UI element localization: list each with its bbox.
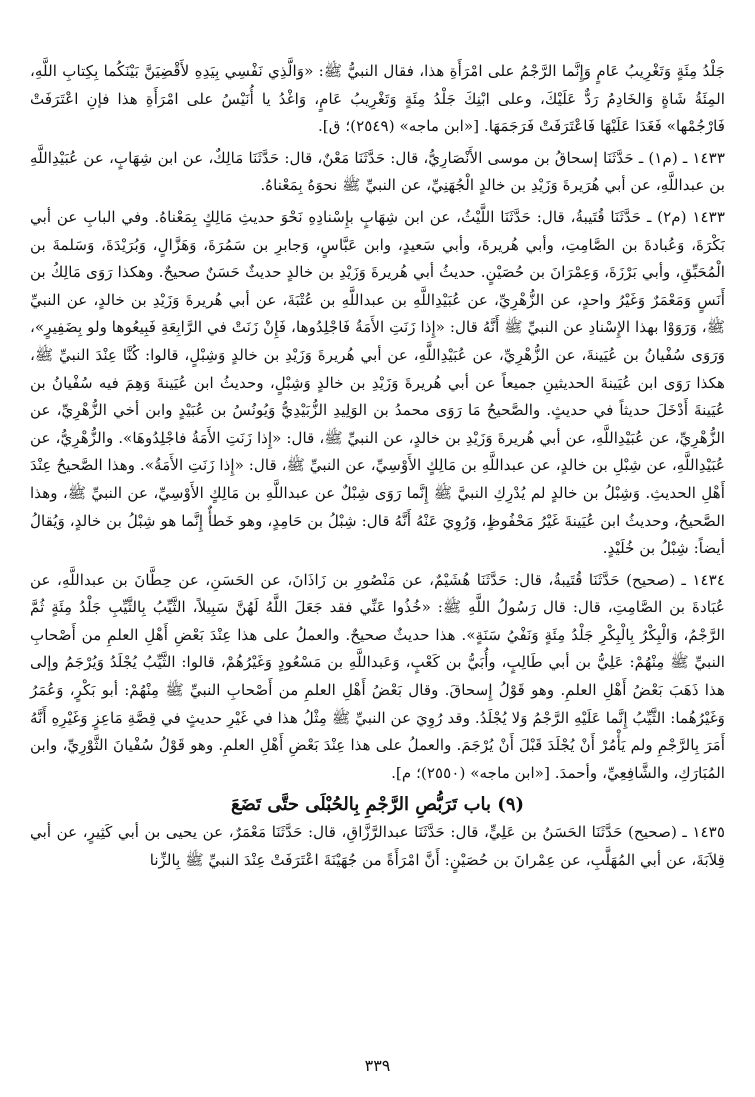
hadith-1433-m1: ١٤٣٣ ـ (م١) ـ حَدَّثَنَا إسحاقُ بن موسى الأَنْصَارِيُّ، قال: حَدَّثَنَا مَعْنٌ، قال: حَدَّثَنَا مَالِكٌ، عن ابن شِهَابٍ، عن عُبَيْدِاللَّهِ بن عبداللَّهِ، عن أبي هُرَيرةَ وَزَيْدِ بن خالدٍ الْجُهَنِيِّ، عن النبيِّ ﷺ نحوَهُ بِمَعْناهُ. <box>30 148 725 195</box>
paragraph-continuation: جَلْدُ مِئَةٍ وَتَغْرِيبُ عَامٍ وَإِنَّما الرَّجْمُ على امْرَأَةِ هذا، فقال النبيُّ ﷺ: «وَالَّذِي نَفْسِي بِيَدِهِ لأَقْضِيَنَّ بَيْنَكُما بِكِتابِ اللَّهِ، المِئَةُ شَاةٍ وَالخَادِمُ رَدٌّ عَلَيْكَ، وعلى ابْنِكَ جَلْدُ مِئَةٍ وَتَغْرِيبُ عَامٍ، وَاغْدُ يا أُنَيْسُ على امْرَأَةِ هذا فإنِ اعْتَرَفَتْ فَارْجُمْها» فَغَدَا عَلَيْهَا فَاعْتَرَفَتْ فَرَجَمَهَا. [«ابن ماجه» (٢٥٤٩)؛ ق]. <box>30 62 725 136</box>
hadith-1433-m2: ١٤٣٣ (م٢) ـ حَدَّثَنَا قُتَيبةُ، قال: حَدَّثَنَا اللَّيْثُ، عن ابن شِهَابٍ بإِسْنادِهِ نَحْوَ حديثِ مَالِكٍ بِمَعْناهُ. وفي البابِ عن أبي بَكْرَةَ، وَعُبادةَ بن الصَّامِتِ، وأبي هُريرةَ، وأبي سَعيدٍ، وابن عَبَّاسٍ، وَجابرِ بن سَمُرَةَ، وَهَزَّالٍ، وَبُرَيْدَةَ، وَسَلمةَ بن الْمُحَبِّقِ، وأبي بَرْزَةَ، وَعِمْرَانَ بن حُصَيْنٍ. حديثُ أبي هُريرةَ وَزَيْدِ بن خالدٍ حديثٌ حَسَنٌ صحيحٌ. وهكذا رَوَى مَالِكُ بن أَنَسٍ وَمَعْمَرٌ وَغَيْرُ واحدٍ، عن الزُّهْرِيِّ، عن عُبَيْدِاللَّهِ بن عبداللَّهِ بن عُتْبَةَ، عن أبي هُريرةَ وَزَيْدِ بن خالدٍ، عن النبيِّ ﷺ، وَرَوَوْا بهذا الإِسْنادِ عن النبيِّ ﷺ أَنَّهُ قال: «إِذا زَنَتِ الأَمَةُ فَاجْلِدُوها، فَإِنْ زَنَتْ في الرَّابِعَةِ فَبِيعُوها ولو بِضَفِيرٍ»، وَرَوَى سُفْيانُ بن عُيَينةَ، عن الزُّهْرِيِّ، عن عُبَيْدِاللَّهِ، عن أبي هُريرةَ وَزَيْدِ بن خالدٍ وَشِبْلٍ، قالوا: كُنَّا عِنْدَ النبيِّ ﷺ، هكذا رَوَى ابن عُيَينةَ الحديثينِ جميعاً عن أبي هُريرةَ وَزَيْدِ بن خالدٍ وَشِبْلٍ، وحديثُ ابن عُيَينةَ وَهِمَ فيه سُفْيانُ بن عُيَينةَ أَدْخَلَ حديثاً في حديثٍ. والصَّحيحُ مَا رَوَى محمدُ بن الوَلِيدِ الزُّبَيْدِيُّ وَيُونُسُ بن عُبَيْدٍ وابن أخي الزُّهْرِيِّ، عن الزُّهْرِيِّ، عن عُبَيْدِاللَّهِ، عن أبي هُريرةَ وَزَيْدِ بن خالدٍ، عن النبيِّ ﷺ، قال: «إِذا زَنَتِ الأَمَةُ فاجْلِدُوهَا». والزُّهْرِيُّ، عن عُبَيْدِاللَّهِ، عن شِبْلِ بن خالدٍ، عن عبداللَّهِ بن مَالِكٍ الأَوْسِيِّ، عن النبيِّ ﷺ، قال: «إِذا زَنَتِ الأَمَةُ». وهذا الصَّحيحُ عِنْدَ أَهْلِ الحديثِ. وَشِبْلُ بن خالدٍ لم يُدْرِكِ النبيَّ ﷺ إِنَّما رَوَى شِبْلٌ عن عبداللَّهِ بن مَالِكٍ الأَوْسِيِّ، عن النبيِّ ﷺ، وهذا الصَّحيحُ، وحديثُ ابن عُيَينةَ غَيْرُ مَحْفُوظٍ، وَرُوِيَ عَنْهُ أَنَّهُ قال: شِبْلُ بن حَامِدٍ، وهو خَطأٌ إِنَّما هو شِبْلُ بن خالدٍ، وَيُقالُ أيضاً: شِبْلُ بن خُلَيْدٍ. <box>30 207 725 558</box>
body-text <box>30 58 725 875</box>
chapter-heading: (٩) باب تَرَبُّصِ الرَّجْمِ بِالحُبْلَى حتَّى تَضَعَ <box>230 794 525 816</box>
hadith-1434: ١٤٣٤ ـ (صحيح) حَدَّثَنَا قُتَيبةُ، قال: حَدَّثَنَا هُشَيْمٌ، عن مَنْصُورِ بن زَاذَانَ، عن الحَسَنِ، عن حِطَّانَ بن عبداللَّهِ، عن عُبَادةَ بن الصَّامِتِ، قال: قال رَسُولُ اللَّهِ ﷺ: «خُذُوا عَنِّي فقد جَعَلَ اللَّهُ لَهُنَّ سَبِيلاً، الثَّيِّبُ بِالثَّيِّبِ جَلْدُ مِئَةٍ ثُمَّ الرَّجْمُ، وَالْبِكْرُ بِالْبِكْرِ جَلْدُ مِئَةٍ وَنَفْيُ سَنَةٍ». هذا حديثٌ صحيحٌ. والعملُ على هذا عِنْدَ بَعْضِ أَهْلِ العلمِ من أَصْحابِ النبيِّ ﷺ مِنْهُمْ: عَلِيُّ بن أبي طَالِبٍ، وأُبَيُّ بن كَعْبٍ، وَعَبداللَّهِ بن مَسْعُودٍ وَغَيْرُهُمْ، قالوا: الثَّيِّبُ يُجْلَدُ وَيُرْجَمُ وإلى هذا ذَهَبَ بَعْضُ أَهْلِ العلمِ. وهو قَوْلُ إِسحاقَ. وقال بَعْضُ أَهْلِ العلمِ من أَصْحابِ النبيِّ ﷺ مِنْهُمْ: أبو بَكْرٍ، وَعُمَرُ وَغَيْرُهُما: الثَّيِّبُ إِنَّما عَلَيْهِ الرَّجْمُ وَلا يُجْلَدُ. وقد رُوِيَ عن النبيِّ ﷺ مِثْلُ هذا في غَيْرِ حديثٍ في قِصَّةِ مَاعِزٍ وَغَيْرِهِ أَنَّهُ أَمَرَ بِالرَّجْمِ ولم يَأْمُرْ أَنْ يُجْلَدَ قَبْلَ أَنْ يُرْجَمَ. والعملُ على هذا عِنْدَ بَعْضِ أَهْلِ العلمِ. وهو قَوْلُ سُفْيانَ الثَّوْرِيِّ، وابن المُبَارَكِ، والشَّافِعِيِّ، وأحمدَ. [«ابن ماجه» (٢٥٥٠)؛ م]. <box>30 570 725 782</box>
page-number: ٣٣٩ <box>364 1056 391 1075</box>
hadith-1435: ١٤٣٥ ـ (صحيح) حَدَّثَنَا الحَسَنُ بن عَلِيٍّ، قال: حَدَّثَنَا عبدالرَّزَّاقِ، قال: حَدَّثَنَا مَعْمَرٌ، عن يحيى بن أبي كَثِيرٍ، عن أبي قِلاَبَةَ، عن أبي المُهَلَّبِ، عن عِمْرانَ بن حُصَيْنٍ: أَنَّ امْرَأَةً من جُهَيْنَةَ اعْتَرَفَتْ عِنْدَ النبيِّ ﷺ بِالزِّنا <box>30 823 725 870</box>
